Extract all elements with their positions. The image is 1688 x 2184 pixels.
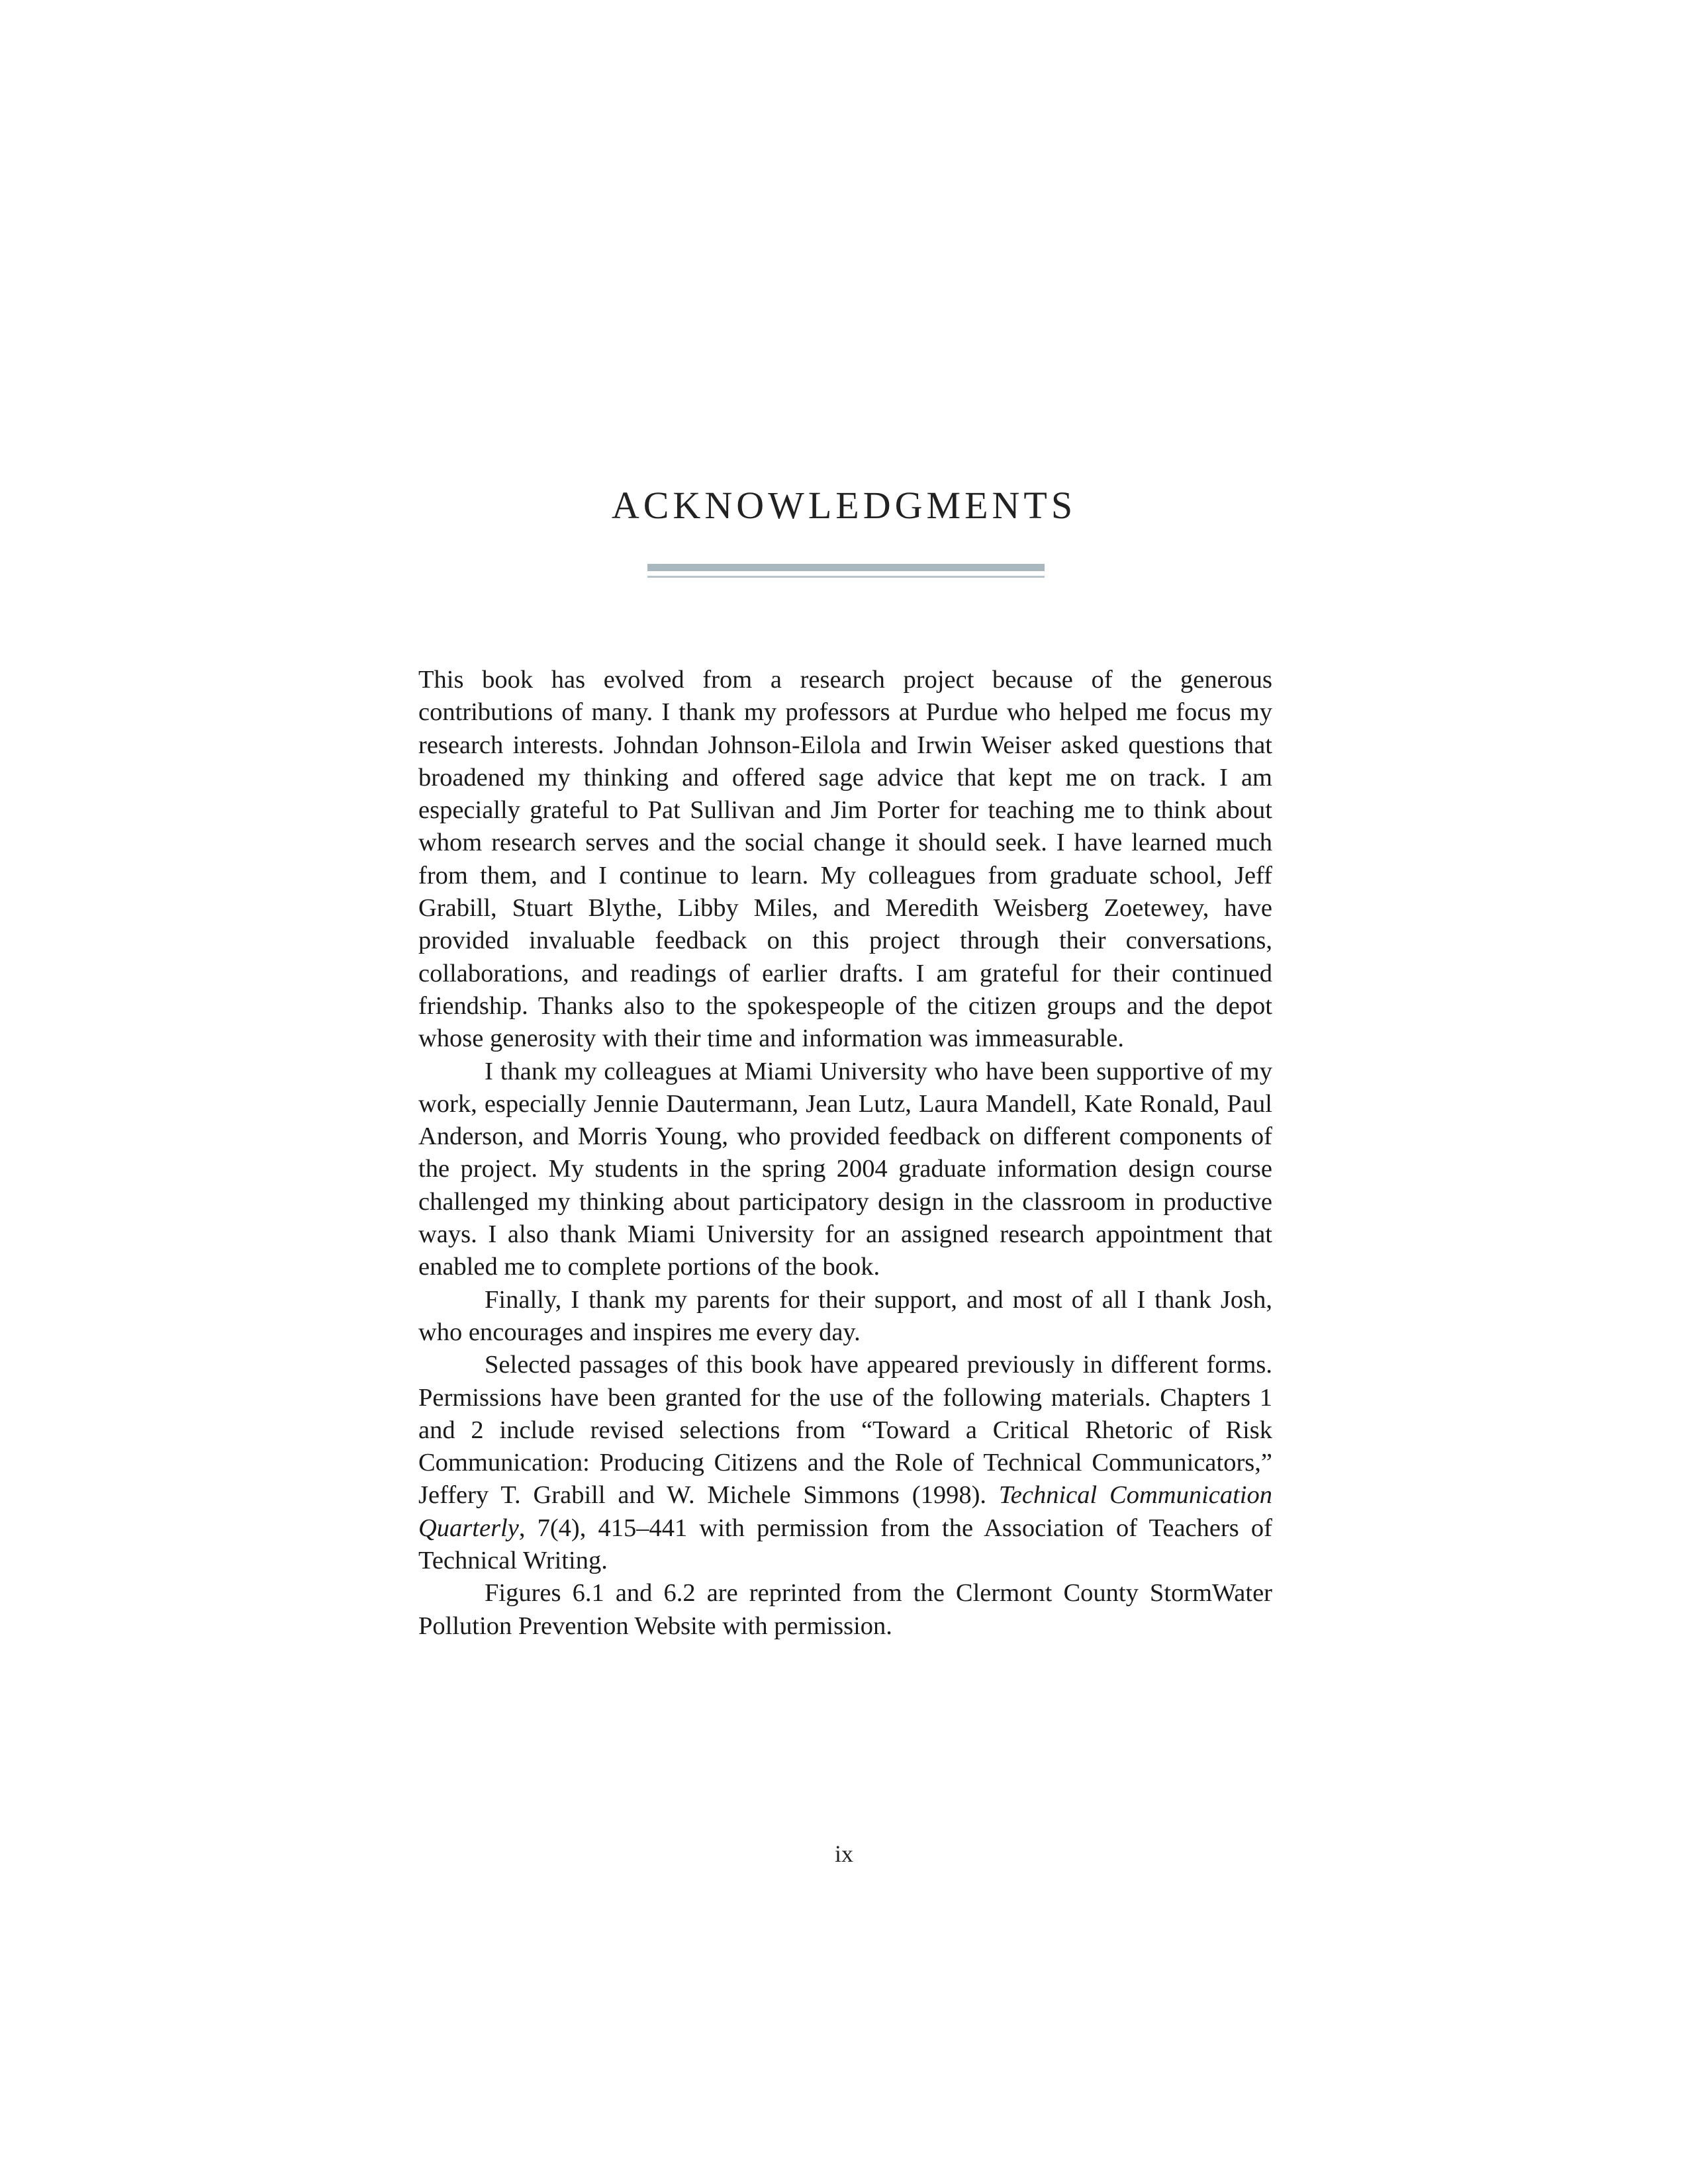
paragraph-figures: Figures 6.1 and 6.2 are reprinted from the Clermont County StormWater Pollution Prevention Website with permission. — [418, 1579, 1272, 1640]
journal-title: Technical Communication Quarterly — [418, 1481, 1272, 1542]
page-number: ix — [834, 1841, 853, 1867]
title-rule-thin — [647, 576, 1045, 578]
permissions-text-start: Selected passages of this book have appeared previously in different forms. Permissions have been granted for the use of the following materials. Chapters 1 and 2 include revised selections from “Toward a Critical Rhetoric of Risk Communication: Producing Citizens and the Role of Technical Communicators,” Jeffery T. Grabill and W. Michele Simmons (1998). — [418, 1351, 1272, 1510]
title-rule-thick — [647, 564, 1045, 571]
page-title: ACKNOWLEDGMENTS — [611, 484, 1077, 527]
paragraph-1: This book has evolved from a research project because of the generous contributions of many. I thank my professors at Purdue who helped me focus my research interests. Johndan Johnson-Eilola and Irwin Weiser asked questions that broadened my thinking and offered sage advice that kept me on track. I am especially grateful to Pat Sullivan and Jim Porter for teaching me to think about whom research serves and the social change it should seek. I have learned much from them, and I continue to learn. My colleagues from graduate school, Jeff Grabill, Stuart Blythe, Libby Miles, and Meredith Weisberg Zoetewey, have provided invaluable feedback on this project through their conversations, collaborations, and readings of earlier drafts. I am grateful for their continued friendship. Thanks also to the spokespeople of the citizen groups and the depot whose generosity with their time and information was immeasurable. — [418, 666, 1272, 1053]
permissions-text-end: , 7(4), 415–441 with permission from the Association of Teachers of Technical Writing. — [418, 1514, 1272, 1575]
paragraph-3: Finally, I thank my parents for their support, and most of all I thank Josh, who encourages and inspires me every day. — [418, 1285, 1272, 1346]
paragraph-2: I thank my colleagues at Miami University who have been supportive of my work, especially Jennie Dautermann, Jean Lutz, Laura Mandell, Kate Ronald, Paul Anderson, and Morris Young, who provided feedback on different components of the project. My students in the spring 2004 graduate information design course challenged my thinking about participatory design in the classroom in productive ways. I also thank Miami University for an assigned research appointment that enabled me to complete portions of the book. — [418, 1057, 1272, 1281]
paragraph-permissions — [418, 1349, 1272, 1577]
acknowledgments-body — [418, 664, 1272, 1643]
